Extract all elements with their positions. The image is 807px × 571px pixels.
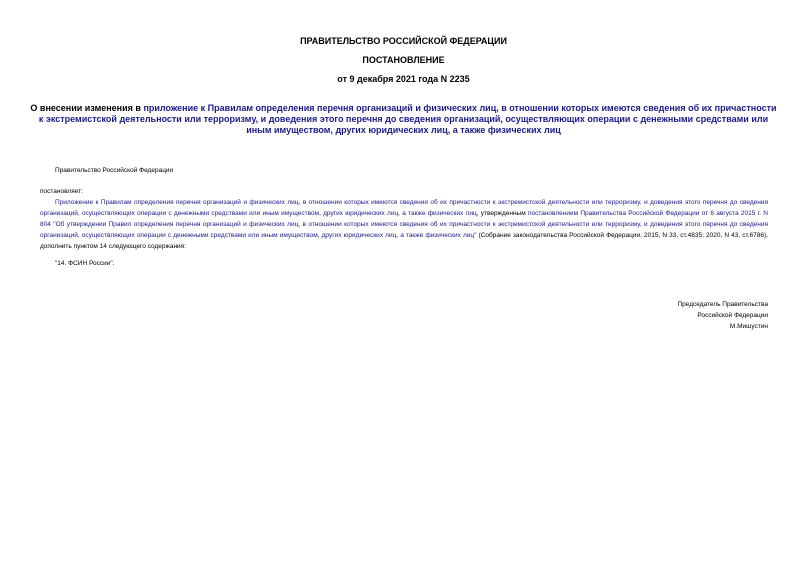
- title-prefix: О внесении изменения в: [30, 103, 144, 113]
- amendment-paragraph: [40, 197, 768, 252]
- title-link[interactable]: приложение к Правилам определения перечня организаций и физических лиц, в отношении которых имеются сведения об их причастности к экстремистской деятельности или терроризму, и доведения этого перечня до сведения организаций, осуществляющих операции с денежными средствами или иным имуществом, других юридических лиц, а также физических лиц: [38, 103, 777, 135]
- signatory-name: М.Мишустин: [729, 323, 768, 330]
- appendix-link[interactable]: Приложение к Правилам определения перечня организаций и физических лиц, в отношении которых имеются сведения об их причастности к экстремистской деятельности или терроризму, и доведения этого перечня до сведения организаций, осуществляющих операции с денежными средствами или иным имуществом, других юридических лиц, а также физических лиц: [40, 199, 768, 217]
- document-type: ПОСТАНОВЛЕНИЕ: [362, 55, 445, 65]
- government-name: Правительство Российской Федерации: [55, 167, 174, 174]
- government-header: ПРАВИТЕЛЬСТВО РОССИЙСКОЙ ФЕДЕРАЦИИ: [300, 36, 507, 46]
- signatory-country: Российской Федерации: [697, 312, 768, 319]
- paragraph-tail-text: (Собрание законодательства Российской Федерации, 2015, N 33, ст.4835; 2020, N 43, ст.6786), дополнить пунктом 14 следующего содержания:: [40, 232, 768, 250]
- signatory-position: Председатель Правительства: [677, 301, 768, 308]
- resolves-label: постановляет:: [40, 188, 83, 195]
- document-date-number: от 9 декабря 2021 года N 2235: [337, 74, 470, 84]
- paragraph-mid-text: , утвержденным: [476, 210, 528, 217]
- item-14: "14. ФСИН России".: [55, 260, 115, 267]
- resolution-804-link[interactable]: постановлением Правительства Российской Федерации от 6 августа 2015 г. N 804 "Об утверждении Правил определения перечня организаций и физических лиц, в отношении которых имеются сведения об их причастности к экстремистской деятельности или терроризму, и доведения этого перечня до сведения организаций, осуществляющих операции с денежными средствами или иным имуществом, других юридических лиц, а также физических лиц": [40, 210, 768, 239]
- document-title: [30, 103, 777, 136]
